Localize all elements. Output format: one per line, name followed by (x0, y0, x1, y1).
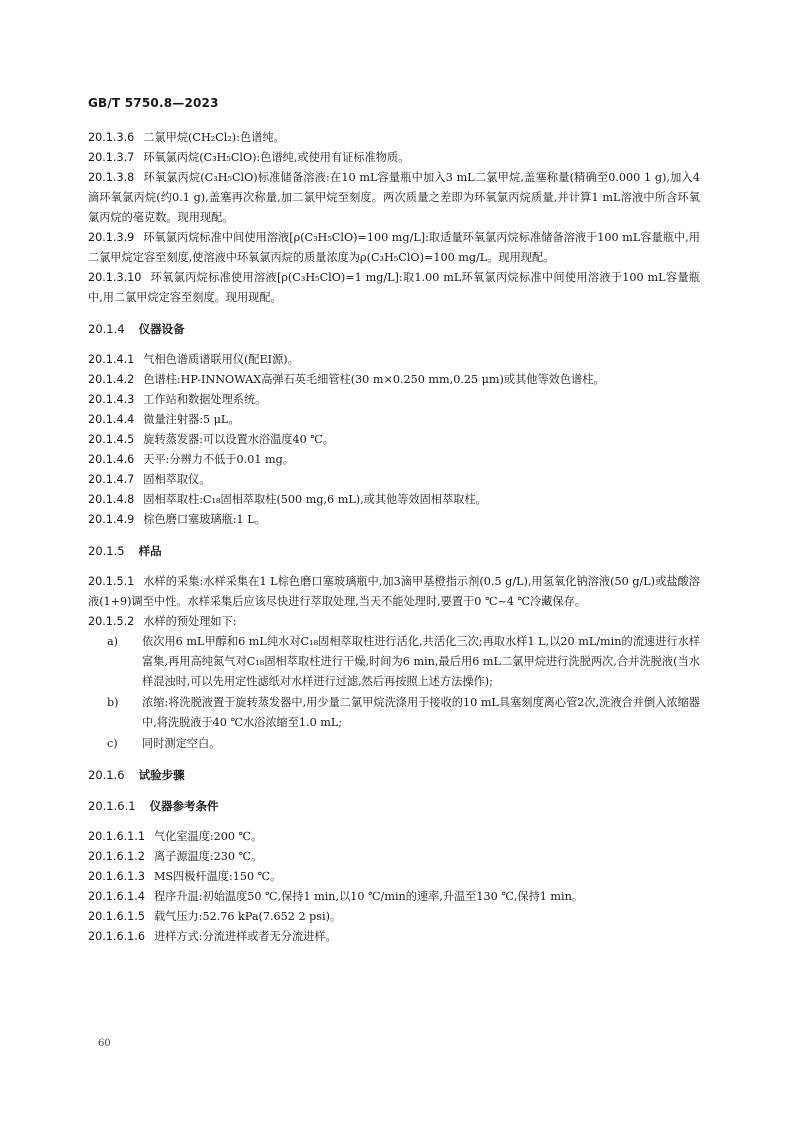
clause-text: 水样的采集:水样采集在1 L棕色磨口塞玻璃瓶中,加3滴甲基橙指示剂(0.5 g/L),用氢氧化钠溶液(50 g/L)或盐酸溶液(1+9)调至中性。水样采集后应该尽快进行萃取处理,当天不能处理时,要置于0 ℃~4 ℃冷藏保存。 (88, 575, 700, 608)
clause-number: 20.1.3.8 (88, 171, 135, 184)
clause-number: 20.1.3.7 (88, 151, 135, 164)
section-number: 20.1.6.1 (88, 799, 136, 813)
clause-paragraph (88, 228, 700, 268)
clause-text: 气相色谱质谱联用仪(配EI源)。 (143, 353, 299, 366)
clause-number: 20.1.3.10 (88, 271, 142, 284)
clause-number: 20.1.3.6 (88, 131, 135, 144)
section-number: 20.1.4 (88, 322, 125, 336)
clause-paragraph (88, 370, 700, 390)
clause-text: 环氧氯丙烷(C₃H₅ClO):色谱纯,或使用有证标准物质。 (143, 151, 410, 164)
page-number: 60 (98, 1038, 111, 1049)
clause-number: 20.1.4.7 (88, 473, 135, 486)
clause-text: 水样的预处理如下: (143, 615, 237, 628)
section-number: 20.1.5 (88, 544, 125, 558)
clause-text: 程序升温:初始温度50 ℃,保持1 min,以10 ℃/min的速率,升温至130 ℃,保持1 min。 (153, 890, 584, 903)
clause-paragraph (88, 410, 700, 430)
clause-text: 固相萃取柱:C₁₈固相萃取柱(500 mg,6 mL),或其他等效固相萃取柱。 (143, 493, 487, 506)
clause-number: 20.1.4.9 (88, 513, 135, 526)
clause-paragraph (88, 510, 700, 530)
clause-text: 环氧氯丙烷(C₃H₅ClO)标准储备溶液:在10 mL容量瓶中加入3 mL二氯甲烷,盖塞称量(精确至0.000 1 g),加入4滴环氧氯丙烷(约0.1 g),盖塞再次称量,加二氯甲烷至刻度。两次质量之差即为环氧氯丙烷质量,并计算1 mL溶液中所含环氧氯丙烷的毫克数。现用现配。 (88, 171, 700, 224)
clause-number: 20.1.3.9 (88, 231, 135, 244)
clause-number: 20.1.6.1.5 (88, 910, 145, 923)
clause-text: 气化室温度:200 ℃。 (153, 830, 263, 843)
clause-number: 20.1.4.6 (88, 453, 135, 466)
section-number: 20.1.6 (88, 768, 125, 782)
clause-paragraph (88, 128, 700, 148)
clause-number: 20.1.4.3 (88, 393, 135, 406)
clause-text: 离子源温度:230 ℃。 (153, 850, 263, 863)
clause-number: 20.1.6.1.4 (88, 890, 145, 903)
clause-paragraph (88, 490, 700, 510)
clause-number: 20.1.4.8 (88, 493, 135, 506)
list-item (88, 734, 700, 754)
clause-paragraph (88, 268, 700, 308)
clause-text: 色谱柱:HP-INNOWAX高弹石英毛细管柱(30 m×0.250 mm,0.25 μm)或其他等效色谱柱。 (143, 373, 605, 386)
clause-paragraph (88, 907, 700, 927)
clause-text: 二氯甲烷(CH₂Cl₂):色谱纯。 (143, 131, 285, 144)
list-item-text: 依次用6 mL甲醇和6 mL纯水对C₁₈固相萃取柱进行活化,共活化三次;再取水样1 L,以20 mL/min的流速进行水样富集,再用高纯氮气对C₁₈固相萃取柱进行干燥,时间为6 min,最后用6 mL二氯甲烷进行洗脱两次,合并洗脱液(当水样混浊时,可以先用定性滤纸对水样进行过滤,然后再按照上述方法操作); (142, 635, 700, 688)
clause-number: 20.1.5.1 (88, 575, 135, 588)
clause-text: 工作站和数据处理系统。 (143, 393, 267, 406)
clause-paragraph (88, 350, 700, 370)
clause-paragraph (88, 390, 700, 410)
clause-text: 载气压力:52.76 kPa(7.652 2 psi)。 (153, 910, 342, 923)
standard-number: GB/T 5750.8—2023 (88, 96, 219, 110)
clause-number: 20.1.6.1.2 (88, 850, 145, 863)
clause-text: 固相萃取仪。 (143, 473, 211, 486)
clause-number: 20.1.4.5 (88, 433, 135, 446)
list-marker: a) (107, 635, 119, 648)
list-marker: b) (107, 696, 119, 709)
clause-number: 20.1.4.1 (88, 353, 135, 366)
clause-text: 微量注射器:5 μL。 (143, 413, 240, 426)
clause-text: 进样方式:分流进样或者无分流进样。 (153, 930, 337, 943)
clause-paragraph (88, 927, 700, 947)
section-heading (88, 796, 700, 816)
clause-number: 20.1.5.2 (88, 615, 135, 628)
clause-text: 棕色磨口塞玻璃瓶:1 L。 (143, 513, 266, 526)
section-title: 试验步骤 (138, 768, 185, 782)
clause-text: MS四极杆温度:150 ℃。 (153, 870, 282, 883)
list-item-text: 浓缩:将洗脱液置于旋转蒸发器中,用少量二氯甲烷洗涤用于接收的10 mL具塞刻度离心管2次,洗液合并倒入浓缩器中,将洗脱液于40 ℃水浴浓缩至1.0 mL; (142, 696, 700, 729)
clause-paragraph (88, 572, 700, 612)
clause-number: 20.1.6.1.3 (88, 870, 145, 883)
clause-paragraph (88, 470, 700, 490)
clause-text: 环氧氯丙烷标准中间使用溶液[ρ(C₃H₅ClO)=100 mg/L]:取适量环氧氯丙烷标准储备溶液于100 mL容量瓶中,用二氯甲烷定容至刻度,使溶液中环氧氯丙烷的质量浓度为ρ(C₃H₅ClO)=100 mg/L。现用现配。 (88, 231, 700, 264)
clause-paragraph (88, 887, 700, 907)
list-item-text: 同时测定空白。 (142, 737, 221, 750)
section-heading (88, 765, 700, 785)
clause-paragraph (88, 148, 700, 168)
section-title: 仪器参考条件 (149, 799, 219, 813)
clause-number: 20.1.6.1.6 (88, 930, 145, 943)
list-item (88, 632, 700, 692)
clause-text: 环氧氯丙烷标准使用溶液[ρ(C₃H₅ClO)=1 mg/L]:取1.00 mL环氧氯丙烷标准中间使用溶液于100 mL容量瓶中,用二氯甲烷定容至刻度。现用现配。 (88, 271, 700, 304)
clause-text: 天平:分辨力不低于0.01 mg。 (143, 453, 294, 466)
clause-number: 20.1.6.1.1 (88, 830, 145, 843)
list-item (88, 693, 700, 733)
clause-paragraph (88, 168, 700, 228)
section-heading (88, 541, 700, 561)
section-heading (88, 319, 700, 339)
document-body (88, 128, 700, 947)
section-title: 样品 (138, 544, 162, 558)
section-title: 仪器设备 (138, 322, 185, 336)
clause-paragraph (88, 847, 700, 867)
clause-number: 20.1.4.2 (88, 373, 135, 386)
clause-paragraph (88, 430, 700, 450)
clause-paragraph (88, 612, 700, 632)
clause-text: 旋转蒸发器:可以设置水浴温度40 ℃。 (143, 433, 334, 446)
list-marker: c) (107, 737, 118, 750)
clause-paragraph (88, 827, 700, 847)
clause-number: 20.1.4.4 (88, 413, 135, 426)
clause-paragraph (88, 867, 700, 887)
clause-paragraph (88, 450, 700, 470)
